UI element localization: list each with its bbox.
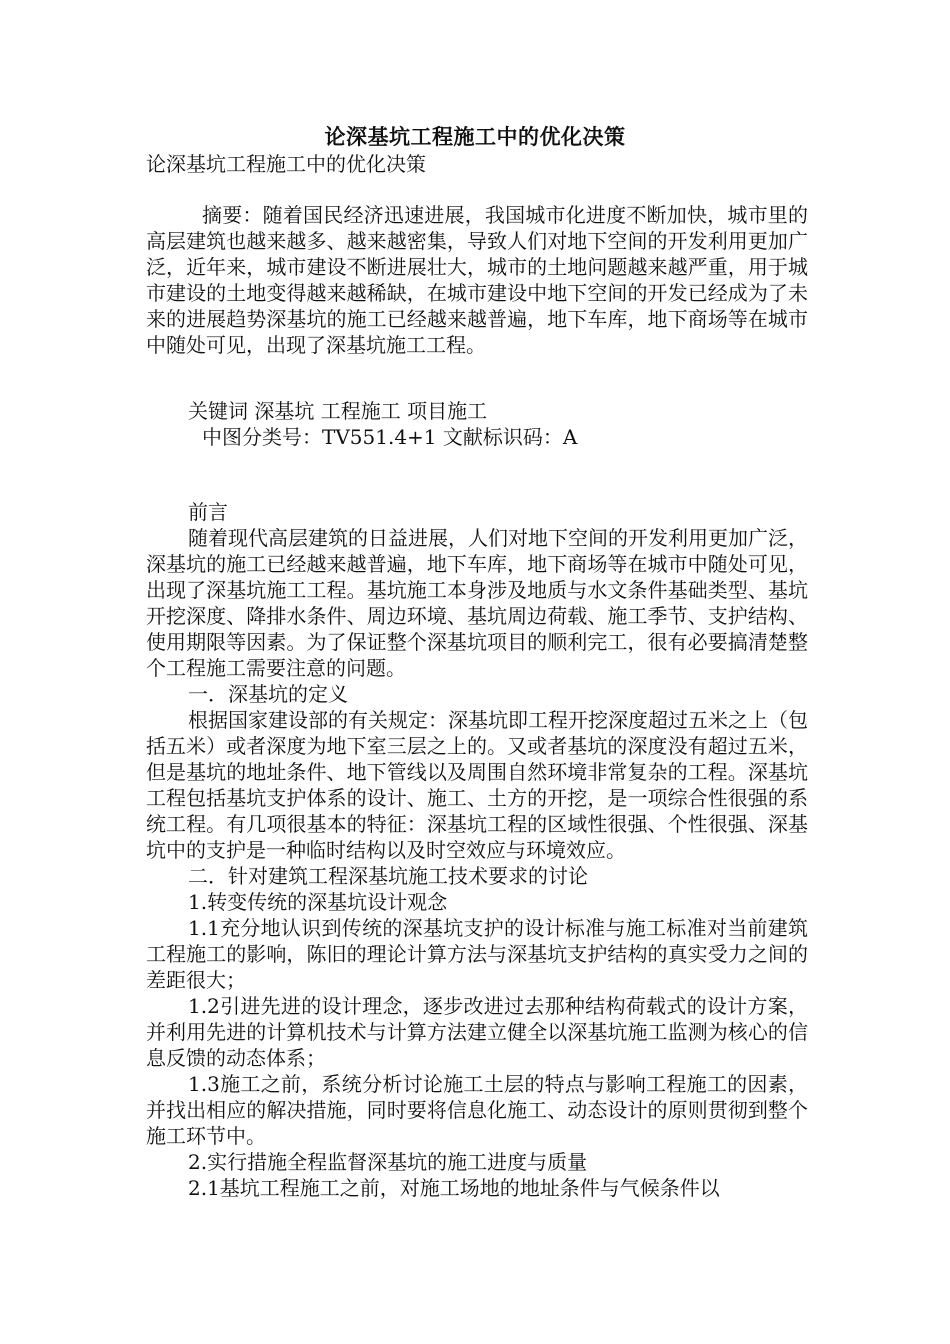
main-body (146, 499, 808, 1201)
keywords-line: 关键词 深基坑 工程施工 项目施工 (188, 399, 488, 423)
keywords-section (146, 398, 808, 450)
item1-heading: 1.转变传统的深基坑设计观念 (188, 890, 448, 914)
item1-1-paragraph: 1.1充分地认识到传统的深基坑支护的设计标准与施工标准对当前建筑工程施工的影响，陈旧的理论计算方法与深基坑支护结构的真实受力之间的差距很大； (146, 916, 808, 992)
section1-heading: 一．深基坑的定义 (188, 682, 348, 706)
document-subtitle: 论深基坑工程施工中的优化决策 (146, 152, 426, 176)
preface-paragraph: 随着现代高层建筑的日益进展，人们对地下空间的开发利用更加广泛，深基坑的施工已经越来越普遍，地下车库，地下商场等在城市中随处可见，出现了深基坑施工工程。基坑施工本身涉及地质与水文条件基础类型、基坑开挖深度、降排水条件、周边环境、基坑周边荷载、施工季节、支护结构、使用期限等因素。为了保证整个深基坑项目的顺利完工，很有必要搞清楚整个工程施工需要注意的问题。 (146, 526, 808, 680)
section1-paragraph: 根据国家建设部的有关规定：深基坑即工程开挖深度超过五米之上（包括五米）或者深度为地下室三层之上的。又或者基坑的深度没有超过五米，但是基坑的地址条件、地下管线以及周围自然环境非常复杂的工程。深基坑工程包括基坑支护体系的设计、施工、土方的开挖，是一项综合性很强的系统工程。有几项很基本的特征：深基坑工程的区域性很强、个性很强、深基坑中的支护是一种临时结构以及时空效应与环境效应。 (146, 708, 808, 862)
preface-heading: 前言 (188, 500, 228, 524)
abstract-section (146, 202, 808, 358)
classification-line: 中图分类号：TV551.4+1 文献标识码：A (202, 425, 578, 449)
item1-2-paragraph: 1.2引进先进的设计理念，逐步改进过去那种结构荷载式的设计方案，并利用先进的计算机技术与计算方法建立健全以深基坑施工监测为核心的信息反馈的动态体系； (146, 994, 808, 1070)
abstract-paragraph: 摘要：随着国民经济迅速进展，我国城市化进度不断加快，城市里的高层建筑也越来越多、越来越密集，导致人们对地下空间的开发利用更加广泛，近年来，城市建设不断进展壮大，城市的土地问题越来越严重，用于城市建设的土地变得越来越稀缺，在城市建设中地下空间的开发已经成为了未来的进展趋势深基坑的施工已经越来越普遍，地下车库，地下商场等在城市中随处可见，出现了深基坑施工工程。 (146, 203, 808, 357)
item2-1-paragraph: 2.1基坑工程施工之前，对施工场地的地址条件与气候条件以 (188, 1176, 720, 1200)
section2-heading: 二．针对建筑工程深基坑施工技术要求的讨论 (188, 864, 588, 888)
document-title: 论深基坑工程施工中的优化决策 (324, 124, 626, 149)
item2-heading: 2.实行措施全程监督深基坑的施工进度与质量 (188, 1150, 588, 1174)
item1-3-paragraph: 1.3施工之前，系统分析讨论施工土层的特点与影响工程施工的因素，并找出相应的解决措施，同时要将信息化施工、动态设计的原则贯彻到整个施工环节中。 (146, 1072, 808, 1148)
